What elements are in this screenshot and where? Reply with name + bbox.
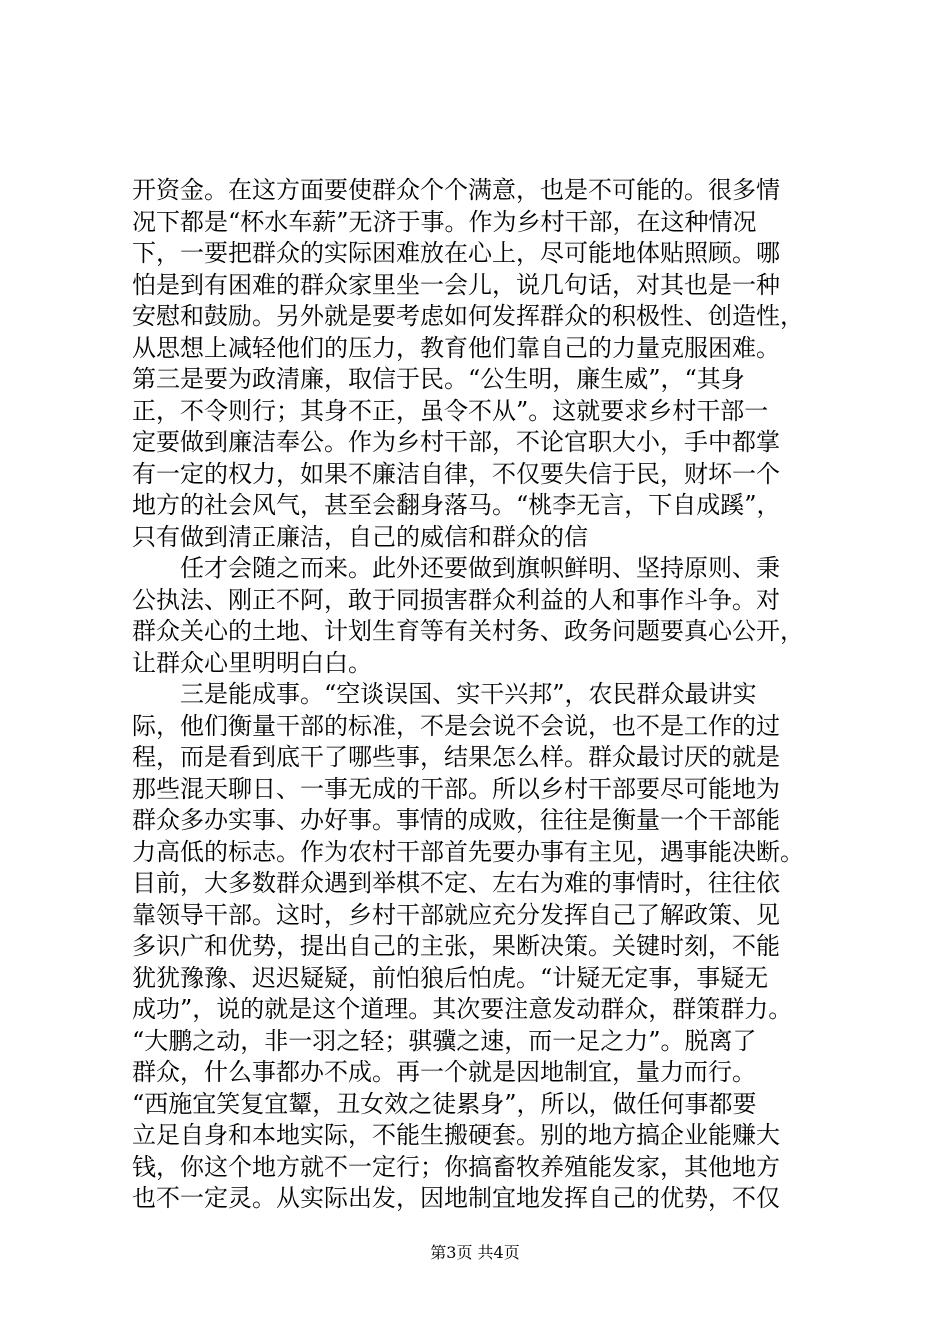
page-footer: 第3页 共4页 <box>430 1243 520 1262</box>
text-line: 群众，什么事都办不成。再一个就是因地制宜，量力而行。 <box>132 1058 756 1086</box>
text-line: 靠领导干部。这时，乡村干部就应充分发挥自己了解政策、见 <box>132 900 780 929</box>
text-line: 多识广和优势，提出自己的主张，果断决策。关键时刻，不能 <box>132 932 780 960</box>
text-line: 群众多办实事、办好事。事情的成败，往往是衡量一个干部能 <box>132 806 780 834</box>
text-line: 也不一定灵。从实际出发，因地制宜地发挥自己的优势，不仅 <box>132 1184 780 1212</box>
text-line: 力高低的标志。作为农村干部首先要办事有主见，遇事能决断。 <box>132 837 804 866</box>
text-line: 公执法、刚正不阿，敢于同损害群众利益的人和事作斗争。对 <box>132 585 780 614</box>
text-line: 况下都是“杯水车薪”无济于事。作为乡村干部，在这种情况 <box>132 207 757 236</box>
text-line: 定要做到廉洁奉公。作为乡村干部，不论官职大小，手中都掌 <box>132 428 780 456</box>
text-line: 程，而是看到底干了哪些事，结果怎么样。群众最讨厌的就是 <box>132 743 780 771</box>
text-line: 第三是要为政清廉，取信于民。“公生明，廉生威”，“其身 <box>132 365 745 393</box>
text-line: 成功”，说的就是这个道理。其次要注意发动群众，群策群力。 <box>132 995 793 1023</box>
text-line: 犹犹豫豫、迟迟疑疑，前怕狼后怕虎。“计疑无定事，事疑无 <box>132 963 769 992</box>
text-line: 立足自身和本地实际，不能生搬硬套。别的地方搞企业能赚大 <box>132 1121 780 1149</box>
text-line: 从思想上减轻他们的压力，教育他们靠自己的力量克服困难。 <box>132 333 780 362</box>
document-body <box>132 175 832 1215</box>
text-line: 际，他们衡量干部的标准，不是会说不会说，也不是工作的过 <box>132 711 780 740</box>
text-line: 下，一要把群众的实际困难放在心上，尽可能地体贴照顾。哪 <box>132 239 780 267</box>
text-line: “大鹏之动，非一羽之轻；骐骥之速，而一足之力”。脱离了 <box>132 1026 757 1055</box>
text-line: 那些混天聊日、一事无成的干部。所以乡村干部要尽可能地为 <box>132 774 780 803</box>
text-line: 目前，大多数群众遇到举棋不定、左右为难的事情时，往往依 <box>132 869 780 897</box>
text-line: 群众关心的土地、计划生育等有关村务、政务问题要真心公开， <box>132 617 804 645</box>
text-line: 三是能成事。“空谈误国、实干兴邦”，农民群众最讲实 <box>132 680 757 708</box>
text-line: 怕是到有困难的群众家里坐一会儿，说几句话，对其也是一种 <box>132 270 780 299</box>
text-line: “西施宜笑复宜颦，丑女效之徒累身”，所以，做任何事都要 <box>132 1089 757 1118</box>
text-line: 开资金。在这方面要使群众个个满意，也是不可能的。很多情 <box>132 176 780 204</box>
text-line: 任才会随之而来。此外还要做到旗帜鲜明、坚持原则、秉 <box>132 554 780 582</box>
text-line: 让群众心里明明白白。 <box>132 648 372 677</box>
text-line: 安慰和鼓励。另外就是要考虑如何发挥群众的积极性、创造性， <box>132 302 804 330</box>
text-line: 只有做到清正廉洁，自己的威信和群众的信 <box>132 522 588 551</box>
text-line: 钱，你这个地方就不一定行；你搞畜牧养殖能发家，其他地方 <box>132 1152 780 1181</box>
text-line: 地方的社会风气，甚至会翻身落马。“桃李无言，下自成蹊”， <box>132 491 781 519</box>
text-line: 有一定的权力，如果不廉洁自律，不仅要失信于民，财坏一个 <box>132 459 780 488</box>
text-line: 正，不令则行；其身不正，虽令不从”。这就要求乡村干部一 <box>132 396 769 425</box>
